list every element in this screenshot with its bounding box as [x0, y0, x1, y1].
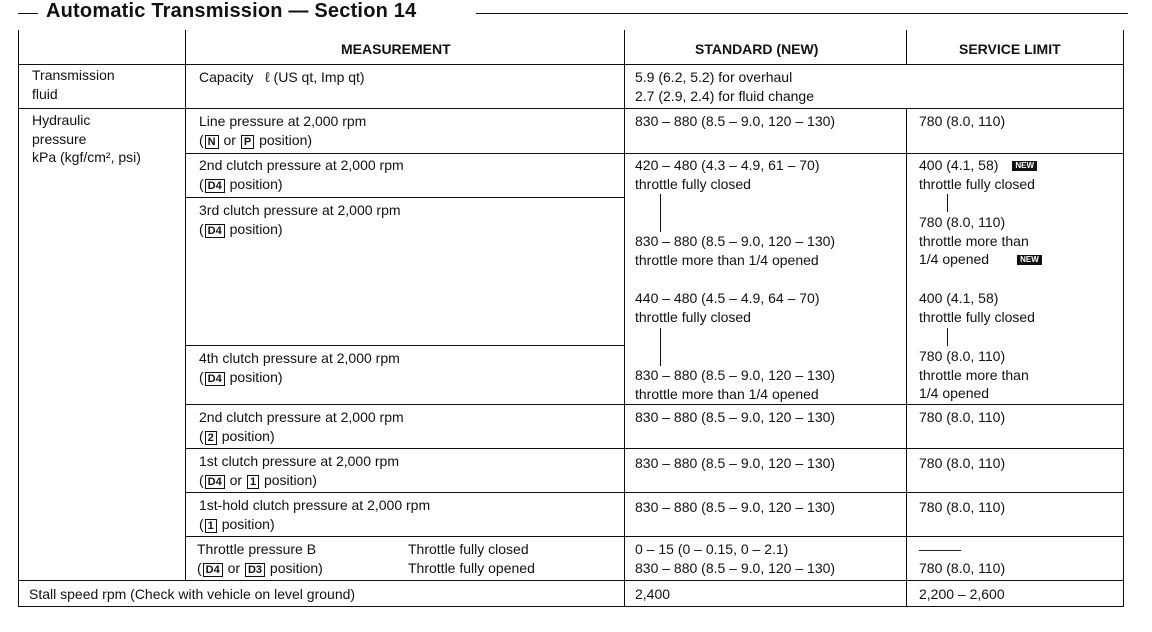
clutch3-d4-position: ( D4 position) [199, 220, 283, 237]
d4-standard-d-value: 830 – 880 (8.5 – 9.0, 120 – 130) [635, 367, 836, 383]
clutch2-d4-measurement [199, 156, 404, 193]
hold1-measurement [199, 496, 430, 533]
clutch2-2-standard: 830 – 880 (8.5 – 9.0, 120 – 130) [635, 409, 836, 425]
new-badge: NEW [1017, 255, 1042, 265]
symbol-p: P [241, 135, 254, 149]
clutch2-2-label: 2nd clutch pressure at 2,000 rpm [199, 409, 404, 425]
d4-limit-c [919, 289, 1035, 326]
d4-limit-a-value: 400 (4.1, 58) [919, 157, 999, 173]
symbol-1: 1 [247, 475, 259, 489]
d4-limit-a [919, 156, 1037, 193]
fluid-capacity [199, 68, 365, 87]
throttle-b-limit-opened: 780 (8.0, 110) [919, 559, 1006, 576]
hold1-standard: 830 – 880 (8.5 – 9.0, 120 – 130) [635, 499, 836, 515]
d4-standard-c-cond: throttle fully closed [635, 308, 751, 325]
clutch4-d4-label: 4th clutch pressure at 2,000 rpm [199, 350, 400, 366]
line-pressure-limit: 780 (8.0, 110) [919, 113, 1006, 129]
clutch4-d4-position: ( D4 position) [199, 368, 283, 385]
header-standard: STANDARD (NEW) [695, 41, 819, 57]
symbol-1: 1 [205, 519, 217, 533]
row-line-2nd-d4 [185, 197, 624, 198]
row-line-1st-hold [185, 536, 1123, 537]
symbol-n: N [205, 135, 219, 149]
col-divider-measurement [624, 30, 625, 607]
d4-limit-c-cond: throttle fully closed [919, 308, 1035, 325]
throttle-b-position: ( D4 or D3 position) [197, 559, 323, 576]
line-pressure-measurement [199, 112, 366, 149]
d4-standard-b-cond: throttle more than 1/4 opened [635, 251, 819, 268]
throttle-b-limit [919, 540, 1005, 577]
throttle-b-cond-closed: Throttle fully closed [408, 541, 529, 557]
category-fluid-line2: fluid [32, 85, 58, 102]
throttle-b-cond-opened: Throttle fully opened [408, 559, 535, 576]
clutch4-d4-measurement [199, 349, 400, 386]
header-measurement: MEASUREMENT [341, 41, 451, 57]
d4-standard-b-value: 830 – 880 (8.5 – 9.0, 120 – 130) [635, 233, 836, 249]
row-line-line-pressure [185, 153, 1123, 154]
category-hydraulic-line1: Hydraulic [32, 112, 91, 128]
col-divider-standard [906, 30, 907, 607]
throttle-b-conditions [408, 540, 535, 577]
category-hydraulic [32, 111, 141, 167]
symbol-d4: D4 [203, 563, 223, 577]
throttle-b-measurement [197, 540, 323, 577]
d4-limit-b-cond2: 1/4 opened [919, 251, 990, 267]
symbol-d4: D4 [205, 179, 225, 193]
d4-limit-a-value-row [919, 156, 1037, 175]
category-fluid-line1: Transmission [32, 67, 115, 83]
throttle-b-standard-opened: 830 – 880 (8.5 – 9.0, 120 – 130) [635, 559, 836, 576]
symbol-d4: D4 [205, 475, 225, 489]
symbol-d4: D4 [205, 372, 225, 386]
d4-standard-connector-1 [660, 194, 661, 232]
row-line-3rd-d4 [185, 345, 624, 346]
line-pressure-standard: 830 – 880 (8.5 – 9.0, 120 – 130) [635, 113, 836, 129]
clutch3-d4-label: 3rd clutch pressure at 2,000 rpm [199, 202, 401, 218]
category-hydraulic-line2: pressure [32, 130, 87, 147]
new-badge: NEW [1012, 161, 1037, 171]
fluid-capacity-label: Capacity [199, 69, 254, 85]
row-line-1st [185, 492, 1123, 493]
d4-standard-b [635, 232, 835, 269]
d4-standard-d-cond: throttle more than 1/4 opened [635, 385, 819, 402]
clutch1-position: ( D4 or 1 position) [199, 471, 317, 488]
fluid-standard-overhaul: 5.9 (6.2, 5.2) for overhaul [635, 69, 793, 85]
d4-limit-b [919, 213, 1042, 269]
clutch1-measurement [199, 452, 399, 489]
row-line-4th-d4 [185, 404, 1123, 405]
stall-measurement: Stall speed rpm (Check with vehicle on level ground) [29, 586, 356, 602]
clutch2-d4-position: ( D4 position) [199, 175, 283, 192]
clutch2-2-limit: 780 (8.0, 110) [919, 409, 1006, 425]
d4-standard-connector-2 [660, 328, 661, 366]
d4-limit-d-value: 780 (8.0, 110) [919, 348, 1006, 364]
d4-limit-a-cond: throttle fully closed [919, 175, 1035, 192]
d4-standard-d [635, 366, 835, 403]
d4-limit-c-value: 400 (4.1, 58) [919, 290, 999, 306]
line-pressure-position: ( N or P position) [199, 131, 313, 148]
d4-limit-connector-2 [947, 328, 948, 346]
spec-table [18, 30, 1124, 607]
section-title-bar [0, 0, 1152, 30]
d4-limit-d [919, 347, 1029, 403]
clutch3-d4-measurement [199, 201, 401, 238]
category-hydraulic-line3: kPa (kgf/cm², psi) [32, 149, 141, 165]
header-service-limit: SERVICE LIMIT [959, 41, 1061, 57]
d4-limit-connector-1 [947, 194, 948, 212]
throttle-b-limit-closed: ——— [919, 541, 961, 557]
d4-limit-b-value: 780 (8.0, 110) [919, 214, 1006, 230]
col-divider-limit-fluid [906, 64, 907, 108]
clutch1-limit: 780 (8.0, 110) [919, 455, 1006, 471]
symbol-2: 2 [205, 431, 217, 445]
d4-standard-a-cond: throttle fully closed [635, 175, 751, 192]
d4-standard-a-value: 420 – 480 (4.3 – 4.9, 61 – 70) [635, 157, 820, 173]
clutch2-d4-label: 2nd clutch pressure at 2,000 rpm [199, 157, 404, 173]
d4-limit-b-cond2-row [919, 250, 1042, 269]
fluid-standard [635, 68, 814, 105]
clutch2-2-measurement [199, 408, 404, 445]
d4-limit-b-cond: throttle more than [919, 232, 1029, 249]
d4-limit-d-cond2: 1/4 opened [919, 385, 990, 401]
title-rule-right [476, 13, 1128, 14]
row-line-2nd-2 [185, 448, 1123, 449]
d4-standard-c [635, 289, 819, 326]
title-rule-left [18, 13, 38, 14]
row-line-fluid [19, 108, 1123, 109]
row-line-header [19, 64, 1123, 65]
throttle-b-standard-closed: 0 – 15 (0 – 0.15, 0 – 2.1) [635, 541, 789, 557]
throttle-b-standard [635, 540, 835, 577]
clutch1-standard: 830 – 880 (8.5 – 9.0, 120 – 130) [635, 455, 836, 471]
d4-limit-d-cond: throttle more than [919, 366, 1029, 383]
fluid-standard-change: 2.7 (2.9, 2.4) for fluid change [635, 87, 814, 104]
stall-limit: 2,200 – 2,600 [919, 586, 1005, 602]
fluid-capacity-units: ℓ (US qt, Imp qt) [265, 69, 365, 85]
line-pressure-label: Line pressure at 2,000 rpm [199, 113, 367, 129]
symbol-d4: D4 [205, 224, 225, 238]
d4-standard-c-value: 440 – 480 (4.5 – 4.9, 64 – 70) [635, 290, 820, 306]
hold1-label: 1st-hold clutch pressure at 2,000 rpm [199, 497, 431, 513]
stall-standard: 2,400 [635, 586, 671, 602]
col-divider-category [185, 30, 186, 580]
clutch2-2-position: ( 2 position) [199, 427, 275, 444]
symbol-d3: D3 [245, 563, 265, 577]
throttle-b-label: Throttle pressure B [197, 541, 317, 557]
d4-standard-a [635, 156, 819, 193]
hold1-position: ( 1 position) [199, 515, 275, 532]
row-line-throttle [19, 580, 1123, 581]
page-title: Automatic Transmission — Section 14 [46, 0, 417, 22]
hold1-limit: 780 (8.0, 110) [919, 499, 1006, 515]
clutch1-label: 1st clutch pressure at 2,000 rpm [199, 453, 399, 469]
category-fluid [32, 66, 115, 103]
